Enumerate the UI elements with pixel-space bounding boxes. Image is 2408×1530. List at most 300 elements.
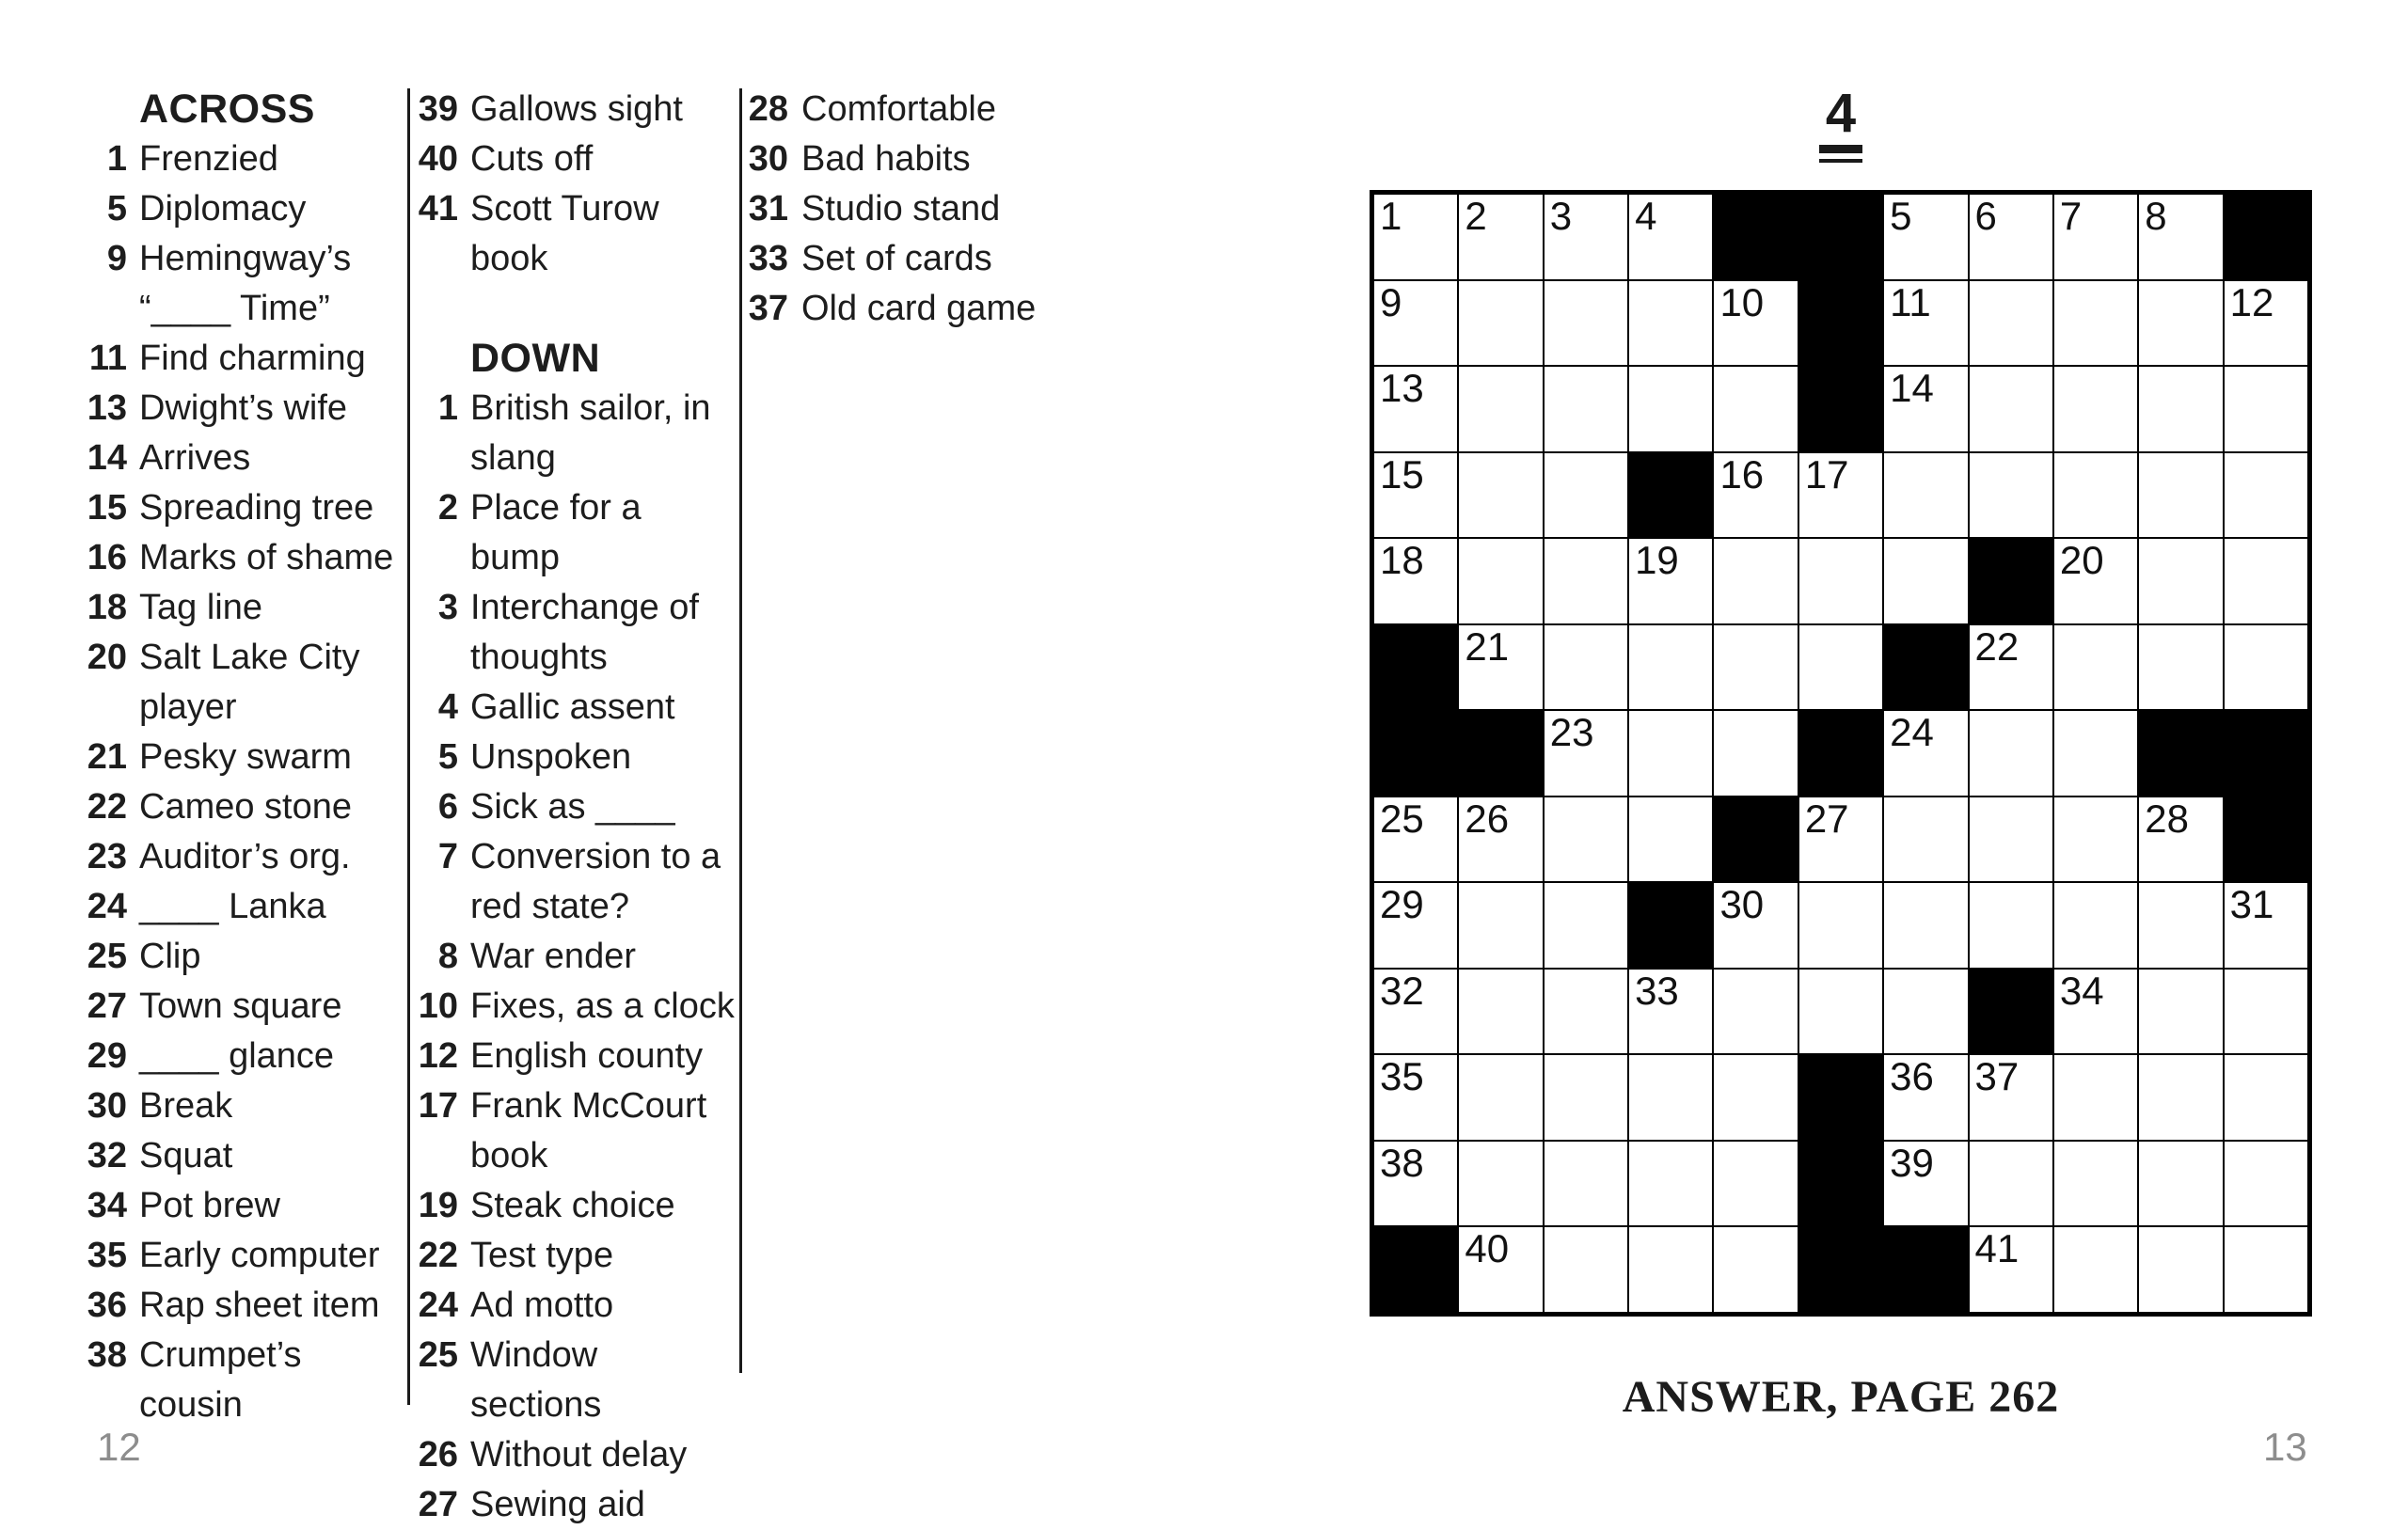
grid-cell[interactable] — [1969, 624, 2053, 711]
clue-text: Crumpet’s cousin — [139, 1335, 302, 1425]
grid-cell[interactable] — [1373, 366, 1458, 452]
grid-cell[interactable] — [2138, 969, 2223, 1055]
clue-text: Cameo stone — [139, 787, 353, 827]
grid-cell[interactable] — [1883, 882, 1968, 969]
cell-number: 5 — [1890, 194, 1912, 238]
clue-text: Find charming — [139, 339, 366, 378]
grid-black-cell — [1798, 280, 1883, 367]
clue-number: 2 — [437, 488, 458, 528]
grid-cell[interactable] — [2053, 194, 2138, 280]
grid-cell[interactable] — [1458, 1054, 1543, 1141]
clue-text: Frenzied — [139, 139, 278, 179]
grid-cell[interactable] — [1713, 1226, 1798, 1313]
clue-number: 8 — [437, 937, 458, 976]
grid-cell[interactable] — [1883, 1141, 1968, 1227]
clue-text: Tag line — [139, 588, 262, 627]
cell-number: 9 — [1380, 279, 1402, 324]
clue-down-27 — [376, 1480, 738, 1530]
cell-number: 10 — [1719, 279, 1765, 324]
clue-number: 29 — [87, 1036, 127, 1076]
grid-cell[interactable] — [1458, 280, 1543, 367]
grid-cell[interactable] — [2053, 882, 2138, 969]
grid-cell[interactable] — [2138, 1141, 2223, 1227]
grid-cell[interactable] — [1628, 710, 1713, 797]
grid-cell[interactable] — [1628, 538, 1713, 624]
clue-text: Pesky swarm — [139, 737, 352, 777]
grid-cell[interactable] — [2224, 1141, 2308, 1227]
grid-cell[interactable] — [1883, 1054, 1968, 1141]
grid-cell[interactable] — [2224, 538, 2308, 624]
grid-cell[interactable] — [1713, 280, 1798, 367]
cell-number: 32 — [1380, 968, 1424, 1013]
grid-black-cell — [1798, 710, 1883, 797]
cell-number: 28 — [2145, 796, 2189, 841]
clue-number: 40 — [418, 139, 458, 179]
grid-cell[interactable] — [1883, 969, 1968, 1055]
grid-black-cell — [2224, 194, 2308, 280]
grid-black-cell — [1798, 1226, 1883, 1313]
cell-number: 18 — [1380, 538, 1424, 583]
clue-across-11 — [56, 334, 406, 384]
clue-number: 24 — [418, 1286, 458, 1325]
grid-cell[interactable] — [2053, 1054, 2138, 1141]
grid-cell[interactable] — [1798, 797, 1883, 883]
clue-text: Test type — [470, 1236, 614, 1275]
cell-number: 31 — [2229, 882, 2274, 927]
grid-black-cell — [1713, 194, 1798, 280]
cell-number: 6 — [1974, 194, 1997, 238]
grid-cell[interactable] — [1969, 194, 2053, 280]
grid-cell[interactable] — [1458, 452, 1543, 539]
cell-number: 40 — [1465, 1226, 1510, 1271]
clue-text: Pot brew — [139, 1186, 280, 1225]
grid-cell[interactable] — [1458, 366, 1543, 452]
clue-down-12 — [376, 1032, 738, 1081]
grid-cell[interactable] — [2138, 538, 2223, 624]
clue-down-31 — [705, 184, 1101, 234]
grid-cell[interactable] — [1458, 1226, 1543, 1313]
clue-across-35 — [56, 1231, 406, 1281]
clue-text: Auditor’s org. — [139, 837, 351, 876]
clue-number: 30 — [748, 139, 788, 179]
clue-text: Sick as ____ — [470, 787, 675, 827]
grid-cell[interactable] — [1373, 882, 1458, 969]
grid-cell[interactable] — [1713, 624, 1798, 711]
clue-text: Sewing aid — [470, 1485, 645, 1524]
clue-down-19 — [376, 1181, 738, 1231]
clue-across-22 — [56, 782, 406, 832]
clue-text: Salt Lake City player — [139, 638, 360, 727]
clue-text: Window sections — [470, 1335, 602, 1425]
clue-text: Bad habits — [801, 139, 971, 179]
grid-cell[interactable] — [1458, 538, 1543, 624]
grid-cell[interactable] — [1969, 882, 2053, 969]
grid-cell[interactable] — [1373, 452, 1458, 539]
clue-number: 17 — [418, 1086, 458, 1126]
grid-cell[interactable] — [2138, 366, 2223, 452]
clue-across-13 — [56, 384, 406, 434]
grid-cell[interactable] — [1628, 366, 1713, 452]
grid-black-cell — [1628, 452, 1713, 539]
clue-across-38 — [56, 1331, 406, 1430]
grid-cell[interactable] — [2138, 280, 2223, 367]
grid-cell[interactable] — [2053, 624, 2138, 711]
clue-number: 1 — [106, 139, 127, 179]
grid-black-cell — [2224, 797, 2308, 883]
cell-number: 23 — [1549, 710, 1594, 755]
grid-cell[interactable] — [2053, 710, 2138, 797]
grid-cell[interactable] — [1628, 624, 1713, 711]
clue-text: Early computer — [139, 1236, 380, 1275]
grid-black-cell — [1373, 710, 1458, 797]
cell-number: 11 — [1890, 279, 1931, 324]
grid-cell[interactable] — [1373, 1141, 1458, 1227]
grid-cell[interactable] — [1798, 538, 1883, 624]
grid-cell[interactable] — [1713, 366, 1798, 452]
clue-text: Studio stand — [801, 189, 1001, 229]
clue-text: Place for a bump — [470, 488, 642, 577]
cell-number: 17 — [1804, 451, 1849, 497]
grid-cell[interactable] — [1373, 280, 1458, 367]
clue-number: 14 — [87, 438, 127, 478]
down-header: DOWN — [470, 336, 601, 381]
grid-cell[interactable] — [1628, 1054, 1713, 1141]
cell-number: 37 — [1974, 1054, 2020, 1099]
grid-cell[interactable] — [1544, 452, 1628, 539]
grid-cell[interactable] — [1544, 969, 1628, 1055]
clue-number: 24 — [87, 887, 127, 926]
grid-cell[interactable] — [2053, 969, 2138, 1055]
grid-cell[interactable] — [1373, 797, 1458, 883]
grid-cell[interactable] — [2138, 452, 2223, 539]
grid-cell[interactable] — [2053, 797, 2138, 883]
clue-text: Diplomacy — [139, 189, 307, 229]
grid-cell[interactable] — [1373, 194, 1458, 280]
clue-across-24 — [56, 882, 406, 932]
grid-cell[interactable] — [1969, 1054, 2053, 1141]
clue-across-18 — [56, 583, 406, 633]
clue-number: 9 — [106, 239, 127, 278]
clue-text: Ad motto — [470, 1286, 614, 1325]
clue-text: Without delay — [470, 1435, 688, 1475]
grid-cell[interactable] — [1883, 710, 1968, 797]
grid-cell[interactable] — [1458, 882, 1543, 969]
clue-number: 25 — [418, 1335, 458, 1375]
grid-cell[interactable] — [1798, 969, 1883, 1055]
grid-cell[interactable] — [1628, 194, 1713, 280]
clue-text: Marks of shame — [139, 538, 394, 577]
clue-text: Interchange of thoughts — [470, 588, 699, 677]
grid-cell[interactable] — [2224, 280, 2308, 367]
grid-cell[interactable] — [1458, 969, 1543, 1055]
grid-cell[interactable] — [2138, 194, 2223, 280]
grid-cell[interactable] — [2053, 280, 2138, 367]
grid-cell[interactable] — [1544, 797, 1628, 883]
page-number-left: 12 — [97, 1425, 141, 1469]
grid-cell[interactable] — [1883, 194, 1968, 280]
grid-black-cell — [1969, 538, 2053, 624]
grid-cell[interactable] — [2224, 882, 2308, 969]
clue-across-25 — [56, 932, 406, 982]
clue-number: 11 — [88, 339, 127, 378]
clue-number: 26 — [418, 1435, 458, 1475]
grid-black-cell — [1798, 1054, 1883, 1141]
cell-number: 39 — [1890, 1140, 1934, 1185]
grid-cell[interactable] — [1798, 452, 1883, 539]
clue-across-34 — [56, 1181, 406, 1231]
grid-cell[interactable] — [1798, 882, 1883, 969]
grid-cell[interactable] — [2224, 1054, 2308, 1141]
grid-cell[interactable] — [1544, 1226, 1628, 1313]
clue-number: 4 — [437, 687, 458, 727]
grid-black-cell — [2224, 710, 2308, 797]
grid-cell[interactable] — [1628, 280, 1713, 367]
cell-number: 36 — [1890, 1054, 1934, 1099]
grid-cell[interactable] — [2138, 1054, 2223, 1141]
clue-across-14 — [56, 434, 406, 483]
clue-number: 30 — [87, 1086, 127, 1126]
clue-down-1 — [376, 384, 738, 483]
page-number-right: 13 — [2263, 1425, 2307, 1469]
grid-cell[interactable] — [1969, 366, 2053, 452]
grid-cell[interactable] — [2138, 1226, 2223, 1313]
grid-black-cell — [1798, 366, 1883, 452]
puzzle-number-underline — [1819, 145, 1862, 153]
grid-cell[interactable] — [1969, 797, 2053, 883]
clue-across-1 — [56, 134, 406, 184]
clue-text: War ender — [470, 937, 636, 976]
grid-cell[interactable] — [1969, 280, 2053, 367]
clue-number: 18 — [87, 588, 127, 627]
grid-cell[interactable] — [1713, 538, 1798, 624]
clue-text: Rap sheet item — [139, 1286, 380, 1325]
grid-cell[interactable] — [1544, 882, 1628, 969]
clue-number: 32 — [87, 1136, 127, 1175]
clues-column-2 — [376, 85, 738, 1530]
grid-cell[interactable] — [1544, 1141, 1628, 1227]
clue-number: 27 — [418, 1485, 458, 1524]
grid-cell[interactable] — [1969, 1226, 2053, 1313]
grid-cell[interactable] — [2053, 366, 2138, 452]
clue-text: ____ Lanka — [139, 887, 326, 926]
clue-across-32 — [56, 1131, 406, 1181]
clue-text: English county — [470, 1036, 704, 1076]
puzzle-number-underline-thin — [1819, 159, 1862, 163]
cell-number: 7 — [2059, 194, 2083, 238]
grid-cell[interactable] — [2224, 624, 2308, 711]
grid-cell[interactable] — [1628, 969, 1713, 1055]
grid-cell[interactable] — [2224, 1226, 2308, 1313]
cell-number: 38 — [1380, 1140, 1424, 1185]
clue-number: 34 — [87, 1186, 127, 1225]
cell-number: 12 — [2229, 279, 2274, 324]
clue-number: 16 — [87, 538, 127, 577]
grid-cell[interactable] — [2138, 882, 2223, 969]
clue-across-21 — [56, 733, 406, 782]
clue-number: 19 — [418, 1186, 458, 1225]
clue-number: 10 — [418, 986, 458, 1026]
clue-across-40 — [376, 134, 738, 184]
clues-column-3 — [705, 85, 1101, 334]
grid-cell[interactable] — [1883, 797, 1968, 883]
clue-across-30 — [56, 1081, 406, 1131]
grid-cell[interactable] — [2224, 366, 2308, 452]
clue-down-6 — [376, 782, 738, 832]
clue-number: 25 — [87, 937, 127, 976]
grid-cell[interactable] — [1969, 1141, 2053, 1227]
grid-cell[interactable] — [1373, 969, 1458, 1055]
cell-number: 29 — [1380, 882, 1424, 927]
clue-down-2 — [376, 483, 738, 583]
clue-text: Gallows sight — [470, 89, 683, 129]
grid-black-cell — [1883, 624, 1968, 711]
clue-number: 13 — [87, 388, 127, 428]
clue-number: 7 — [437, 837, 458, 876]
clue-text: Set of cards — [801, 239, 992, 278]
clue-number: 1 — [437, 388, 458, 428]
clue-text: Old card game — [801, 289, 1037, 328]
clue-down-10 — [376, 982, 738, 1032]
clue-text: Conversion to a red state? — [470, 837, 721, 926]
clue-down-33 — [705, 234, 1101, 284]
clue-across-20 — [56, 633, 406, 733]
clue-number: 41 — [418, 189, 458, 229]
puzzle-number: 4 — [1825, 83, 1857, 144]
grid-cell[interactable] — [1713, 1141, 1798, 1227]
cell-number: 26 — [1465, 796, 1510, 841]
clue-number: 36 — [87, 1286, 127, 1325]
cell-number: 25 — [1380, 796, 1424, 841]
cell-number: 3 — [1549, 194, 1573, 238]
grid-cell[interactable] — [1883, 280, 1968, 367]
grid-cell[interactable] — [1628, 1141, 1713, 1227]
cell-number: 8 — [2145, 194, 2167, 238]
cell-number: 30 — [1719, 882, 1765, 927]
clue-text: Arrives — [139, 438, 251, 478]
clue-number: 31 — [748, 189, 788, 229]
clue-down-22 — [376, 1231, 738, 1281]
grid-cell[interactable] — [1798, 624, 1883, 711]
clue-number: 22 — [418, 1236, 458, 1275]
grid-cell[interactable] — [2138, 624, 2223, 711]
grid-black-cell — [1798, 1141, 1883, 1227]
clue-across-23 — [56, 832, 406, 882]
clue-across-36 — [56, 1281, 406, 1331]
clue-number: 38 — [87, 1335, 127, 1375]
grid-cell[interactable] — [1883, 538, 1968, 624]
grid-cell[interactable] — [2053, 538, 2138, 624]
grid-cell[interactable] — [1628, 797, 1713, 883]
clue-text: Dwight’s wife — [139, 388, 348, 428]
grid-cell[interactable] — [1713, 882, 1798, 969]
grid-cell[interactable] — [1544, 538, 1628, 624]
grid-cell[interactable] — [1969, 452, 2053, 539]
cell-number: 22 — [1974, 623, 2020, 669]
cell-number: 35 — [1380, 1054, 1424, 1099]
grid-cell[interactable] — [1458, 194, 1543, 280]
clue-number: 5 — [106, 189, 127, 229]
clue-across-16 — [56, 533, 406, 583]
cell-number: 27 — [1804, 796, 1849, 841]
grid-cell[interactable] — [2138, 797, 2223, 883]
clue-text: Spreading tree — [139, 488, 374, 528]
clue-down-4 — [376, 683, 738, 733]
clue-down-24 — [376, 1281, 738, 1331]
grid-black-cell — [2138, 710, 2223, 797]
grid-cell[interactable] — [1713, 452, 1798, 539]
clue-number: 6 — [437, 787, 458, 827]
clue-down-30 — [705, 134, 1101, 184]
grid-cell[interactable] — [1544, 1054, 1628, 1141]
clue-text: ____ glance — [139, 1036, 335, 1076]
clue-text: Clip — [139, 937, 201, 976]
grid-cell[interactable] — [1713, 1054, 1798, 1141]
cell-number: 16 — [1719, 451, 1765, 497]
puzzle-header — [1370, 83, 2312, 163]
grid-cell[interactable] — [2053, 1226, 2138, 1313]
grid-cell[interactable] — [2053, 452, 2138, 539]
clue-text: Squat — [139, 1136, 233, 1175]
grid-black-cell — [1458, 710, 1543, 797]
grid-black-cell — [1798, 194, 1883, 280]
grid-cell[interactable] — [2224, 452, 2308, 539]
grid-cell[interactable] — [1544, 624, 1628, 711]
grid-black-cell — [1373, 624, 1458, 711]
clue-number: 39 — [418, 89, 458, 129]
grid-cell[interactable] — [1883, 366, 1968, 452]
grid-cell[interactable] — [2053, 1141, 2138, 1227]
grid-cell[interactable] — [1713, 969, 1798, 1055]
grid-black-cell — [1883, 1226, 1968, 1313]
grid-cell[interactable] — [1544, 366, 1628, 452]
grid-cell[interactable] — [2224, 969, 2308, 1055]
grid-cell[interactable] — [1373, 1054, 1458, 1141]
cell-number: 1 — [1380, 194, 1402, 238]
clue-text: British sailor, in slang — [470, 388, 711, 478]
clue-down-5 — [376, 733, 738, 782]
clue-down-3 — [376, 583, 738, 683]
clue-number: 28 — [748, 89, 788, 129]
grid-cell[interactable] — [1458, 624, 1543, 711]
grid-cell[interactable] — [1373, 538, 1458, 624]
clue-text: Break — [139, 1086, 233, 1126]
clue-text: Hemingway’s “____ Time” — [139, 239, 352, 328]
clue-across-5 — [56, 184, 406, 234]
clues-column-1 — [56, 85, 406, 1430]
clue-down-17 — [376, 1081, 738, 1181]
grid-cell[interactable] — [1883, 452, 1968, 539]
grid-cell[interactable] — [1969, 710, 2053, 797]
grid-cell[interactable] — [1544, 710, 1628, 797]
cell-number: 21 — [1465, 623, 1510, 669]
cell-number: 2 — [1465, 194, 1487, 238]
grid-cell[interactable] — [1458, 797, 1543, 883]
grid-cell[interactable] — [1458, 1141, 1543, 1227]
clue-text: Unspoken — [470, 737, 632, 777]
grid-black-cell — [1713, 797, 1798, 883]
cell-number: 14 — [1890, 366, 1934, 411]
clue-number: 5 — [437, 737, 458, 777]
clue-down-28 — [705, 85, 1101, 134]
grid-cell[interactable] — [1628, 1226, 1713, 1313]
grid-cell[interactable] — [1544, 194, 1628, 280]
clue-down-37 — [705, 284, 1101, 334]
grid-cell[interactable] — [1544, 280, 1628, 367]
grid-black-cell — [1373, 1226, 1458, 1313]
clue-text: Frank McCourt book — [470, 1086, 707, 1175]
cell-number: 15 — [1380, 451, 1424, 497]
grid-cell[interactable] — [1713, 710, 1798, 797]
